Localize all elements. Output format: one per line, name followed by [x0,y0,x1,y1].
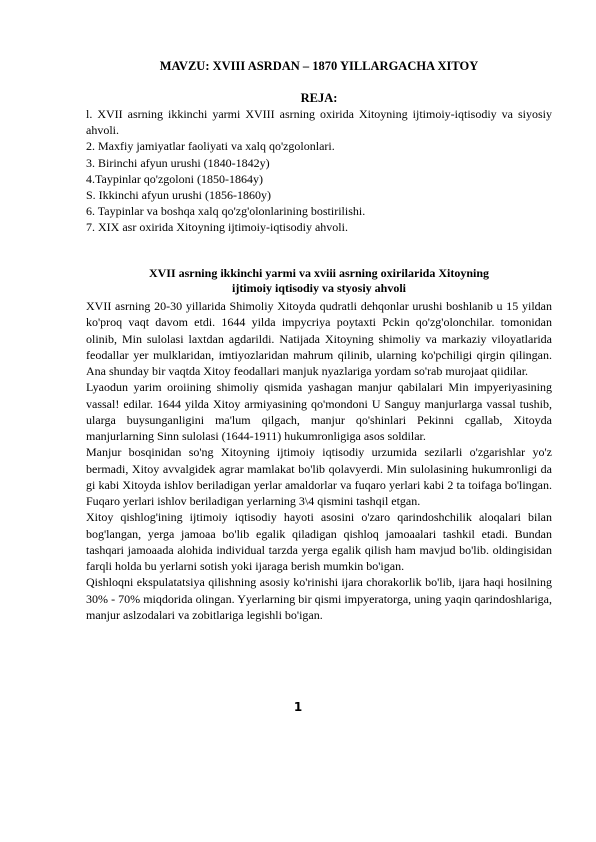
section-title-line: XVII asrning ikkinchi yarmi va xviii asrning oxirilarida Xitoyning [148,266,490,280]
plan-item: l. XVII asrning ikkinchi yarmi XVIII asrning oxirida Xitoyning ijtimoiy-iqtisodiy va siyosiy ahvoli. [86,107,552,138]
body-text [86,298,552,623]
plan-item: 3. Birinchi afyun urushi (1840-1842y) [86,155,270,170]
plan-item: 2. Maxfiy jamiyatlar faoliyati va xalq qo'zgolonlari. [86,139,335,154]
paragraph: Lyaodun yarim oroiining shimoliy qismida yashagan manjur qabilalari Min impyeriyasining vassal! edilar. 1644 yilda Xitoy armiyasining qo'mondoni U Sanguy manjurlarga vassal tushib, ularga buysunganligini ma'lum qilgach, manjur qo'shinlari Pekinni cgallab, Xitoyda manjurlarning Sinn sulolasi (1644-1911) hukumronligiga asos soldilar. [86,380,552,443]
plan-item: 4.Taypinlar qo'zgoloni (1850-1864y) [86,171,263,186]
plan-item: S. Ikkinchi afyun urushi (1856-1860y) [86,188,271,203]
section-title [86,266,552,296]
paragraph: XVII asrning 20-30 yillarida Shimoliy Xitoyda qudratli dehqonlar urushi boshlanib u 15 yildan ko'proq vaqt davom etdi. 1644 yilda impycriya poytaxti Pckin qo'zg'olonchilar. tomonidan olinib, Min sulolasi laxtdan agdarildi. Natijada Xitoyning shimoliy va markaziy viloyatlarida feodallar yer mulklaridan, imtiyozlaridan mahrum qilinib, ularning ko'pchiligi qirgin qilingan. Ana shunday bir vaqtda Xitoy feodallari manjuk nyazlariga yordam so'rab murojaat qiidilar. [86,299,552,378]
paragraph: Xitoy qishlog'ining ijtimoiy iqtisodiy hayoti asosini o'zaro qarindoshchilik aloqalari bilan bog'langan, yerga jamoaa bo'lib egalik qiladigan qishloq jamoaalari tashkil etadi. Bundan tashqari jamoaada alohida individual tarzda yerga egalik qilish ham mavjud bo'lib. oldingisidan farqli holda bu yerlarni sotish yoki ijaraga berish mumkin bo'igan. [86,510,552,573]
paragraph: Manjur bosqinidan so'ng Xitoyning ijtimoiy iqtisodiy urzumida sezilarli o'zgarishlar yo'z bermadi, Xitoy avvalgidek agrar mamlakat bo'lib qolavyerdi. Min sulolasining hukumronligi da gi kabi Xitoyda ishlov beriladigan yerlar amaldorlar va fuqaro yerlari kabi 2 ta toifaga bo'lingan. Fuqaro yerlari ishlov beriladigan yerlarning 3\4 qismini tashqil etgan. [86,445,552,508]
plan-item: 7. XIX asr oxirida Xitoyning ijtimoiy-iqtisodiy ahvoli. [86,220,348,235]
section-title-line: ijtimoiy iqtisodiy va styosiy ahvoli [231,281,407,295]
plan-item: 6. Taypinlar va boshqa xalq qo'zg'olonlarining bostirilishi. [86,204,366,219]
plan-heading: REJA: [300,91,338,105]
paragraph: Qishloqni ekspulatatsiya qilishning asosiy ko'rinishi ijara chorakorlik bo'lib, ijara haqi hosilning 30% - 70% miqdorida olingan. Yyerlarning bir qismi impyeratorga, uning yaqin qarindoshlariga, manjur aslzodalari va zobitlariga legishli bo'igan. [86,575,552,622]
page-number: 1 [293,700,303,714]
plan-list [86,106,552,236]
document-title: MAVZU: XVIII ASRDAN – 1870 YILLARGACHA XITOY [159,59,479,73]
